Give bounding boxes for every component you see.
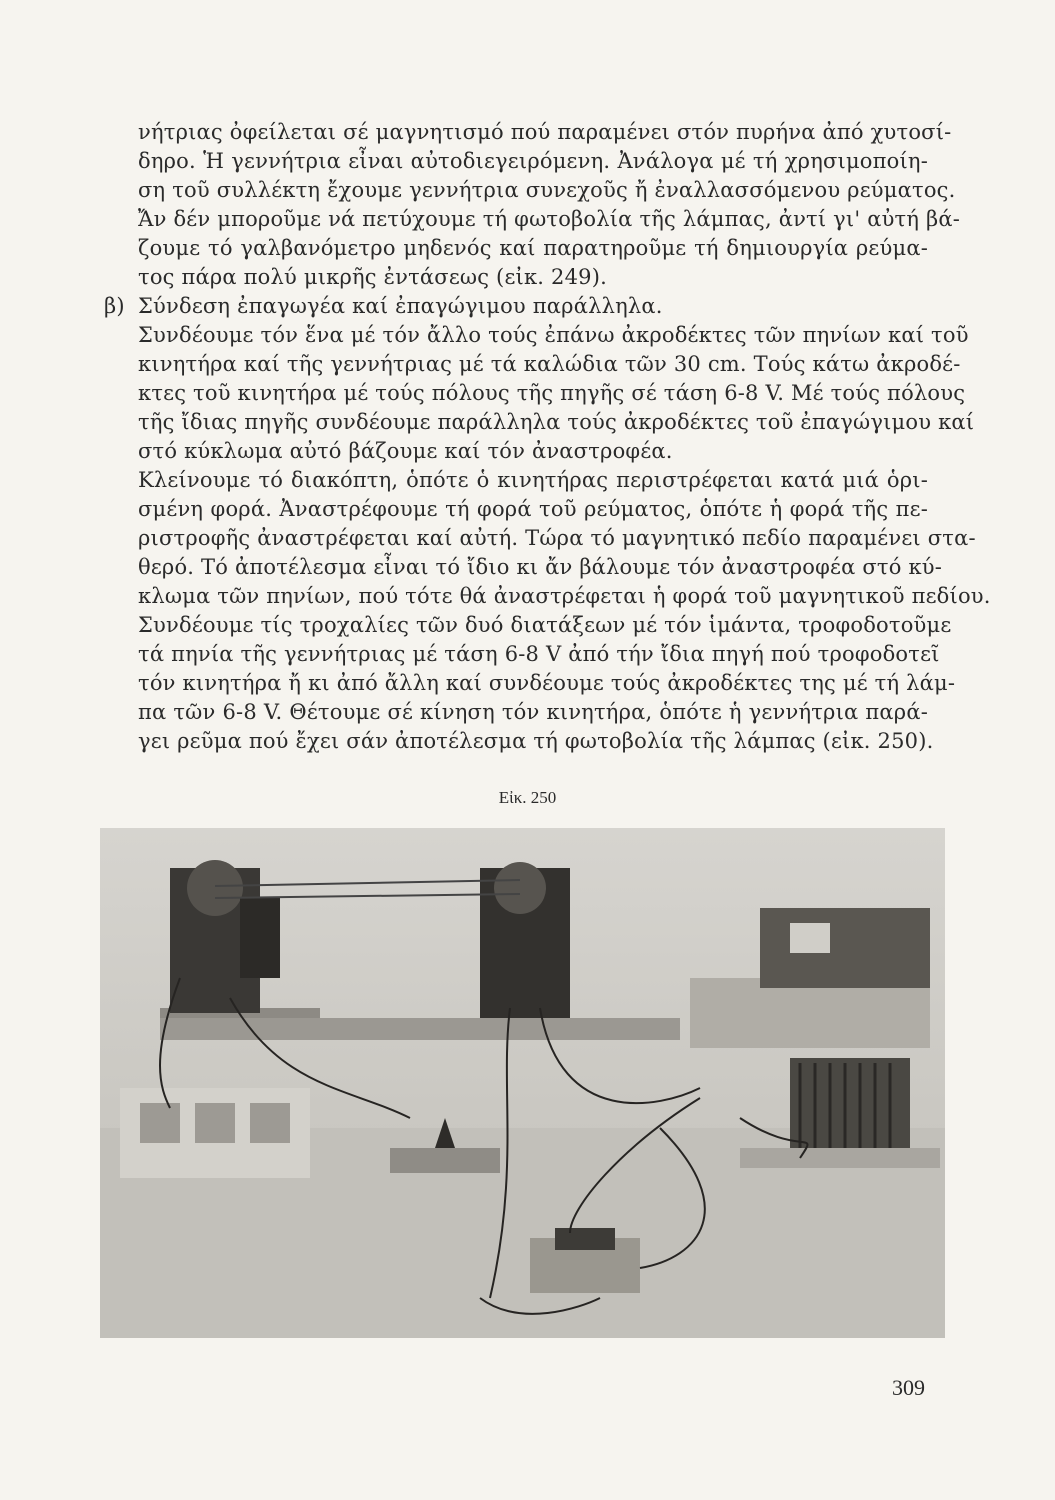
text-line: τά πηνία τῆς γεννήτριας μέ τάση 6-8 V ἀπό τήν ἴδια πηγή πού τροφοδοτεῖ (138, 642, 940, 666)
text-line: Συνδέουμε τίς τροχαλίες τῶν δυό διατάξεων μέ τόν ἱμάντα, τροφοδοτοῦμε (138, 613, 952, 637)
section-heading-text: Σύνδεση ἐπαγωγέα καί ἐπαγώγιμου παράλληλα. (138, 294, 663, 318)
text-line: τῆς ἴδιας πηγῆς συνδέουμε παράλληλα τούς ἀκροδέκτες τοῦ ἐπαγώγιμου καί (138, 410, 975, 434)
apparatus-photo-illustration (100, 828, 945, 1338)
figure-caption: Εἰκ. 250 (498, 788, 557, 807)
lamp-board (390, 1148, 500, 1173)
text-line: ζουμε τό γαλβανόμετρο μηδενός καί παρατηροῦμε τή δημιουργία ρεύμα- (138, 236, 928, 260)
text-line: νήτριας ὀφείλεται σέ μαγνητισμό πού παραμένει στόν πυρήνα ἀπό χυτοσί- (138, 120, 952, 144)
text-line: γει ρεῦμα πού ἔχει σάν ἀποτέλεσμα τή φωτοβολία τῆς λάμπας (εἰκ. 250). (138, 729, 934, 753)
page-number: 309 (892, 1375, 925, 1400)
text-line: σμένη φορά. Ἀναστρέφουμε τή φορά τοῦ ρεύματος, ὁπότε ἡ φορά τῆς πε- (138, 497, 928, 521)
section-heading (104, 292, 928, 321)
box-stand (690, 978, 930, 1048)
text-line: Συνδέουμε τόν ἕνα μέ τόν ἄλλο τούς ἐπάνω ἀκροδέκτες τῶν πηνίων καί τοῦ (138, 323, 969, 347)
figure-photo (100, 828, 945, 1338)
meter-box (760, 908, 930, 988)
text-line: τος πάρα πολύ μικρῆς ἐντάσεως (εἰκ. 249). (138, 265, 607, 289)
text-line: κινητήρα καί τῆς γεννήτριας μέ τά καλώδια τῶν 30 cm. Τούς κάτω ἀκροδέ- (138, 352, 961, 376)
section-marker: β) (104, 294, 125, 318)
text-line: κτες τοῦ κινητήρα μέ τούς πόλους τῆς πηγῆς σέ τάση 6-8 V. Μέ τούς πόλους (138, 381, 966, 405)
text-line: Κλείνουμε τό διακόπτη, ὁπότε ὁ κινητήρας περιστρέφεται κατά μιά ὁρι- (138, 468, 928, 492)
rheostat (790, 1058, 910, 1158)
text-line: θερό. Τό ἀποτέλεσμα εἶναι τό ἴδιο κι ἄν βάλουμε τόν ἀναστροφέα στό κύ- (138, 555, 943, 579)
text-line: ση τοῦ συλλέκτη ἔχουμε γεννήτρια συνεχοῦς ἤ ἐναλλασσόμενου ρεύματος. (138, 178, 956, 202)
text-line: πα τῶν 6-8 V. Θέτουμε σέ κίνηση τόν κινητήρα, ὁπότε ἡ γεννήτρια παρά- (138, 700, 928, 724)
text-line: κλωμα τῶν πηνίων, πού τότε θά ἀναστρέφεται ἡ φορά τοῦ μαγνητικοῦ πεδίου. (138, 584, 991, 608)
text-line: Ἄν δέν μποροῦμε νά πετύχουμε τή φωτοβολία τῆς λάμπας, ἀντί γι' αὐτή βά- (138, 207, 961, 231)
text-line: στό κύκλωμα αὐτό βάζουμε καί τόν ἀναστροφέα. (138, 439, 673, 463)
body-text (104, 118, 991, 756)
text-line: ριστροφῆς ἀναστρέφεται καί αὐτή. Τώρα τό μαγνητικό πεδίο παραμένει στα- (138, 526, 976, 550)
text-line: τόν κινητήρα ἤ κι ἀπό ἄλλη καί συνδέουμε τούς ἀκροδέκτες της μέ τή λάμ- (138, 671, 956, 695)
text-line: δηρο. Ἡ γεννήτρια εἶναι αὐτοδιεγειρόμενη. Ἀνάλογα μέ τή χρησιμοποίη- (138, 149, 928, 173)
